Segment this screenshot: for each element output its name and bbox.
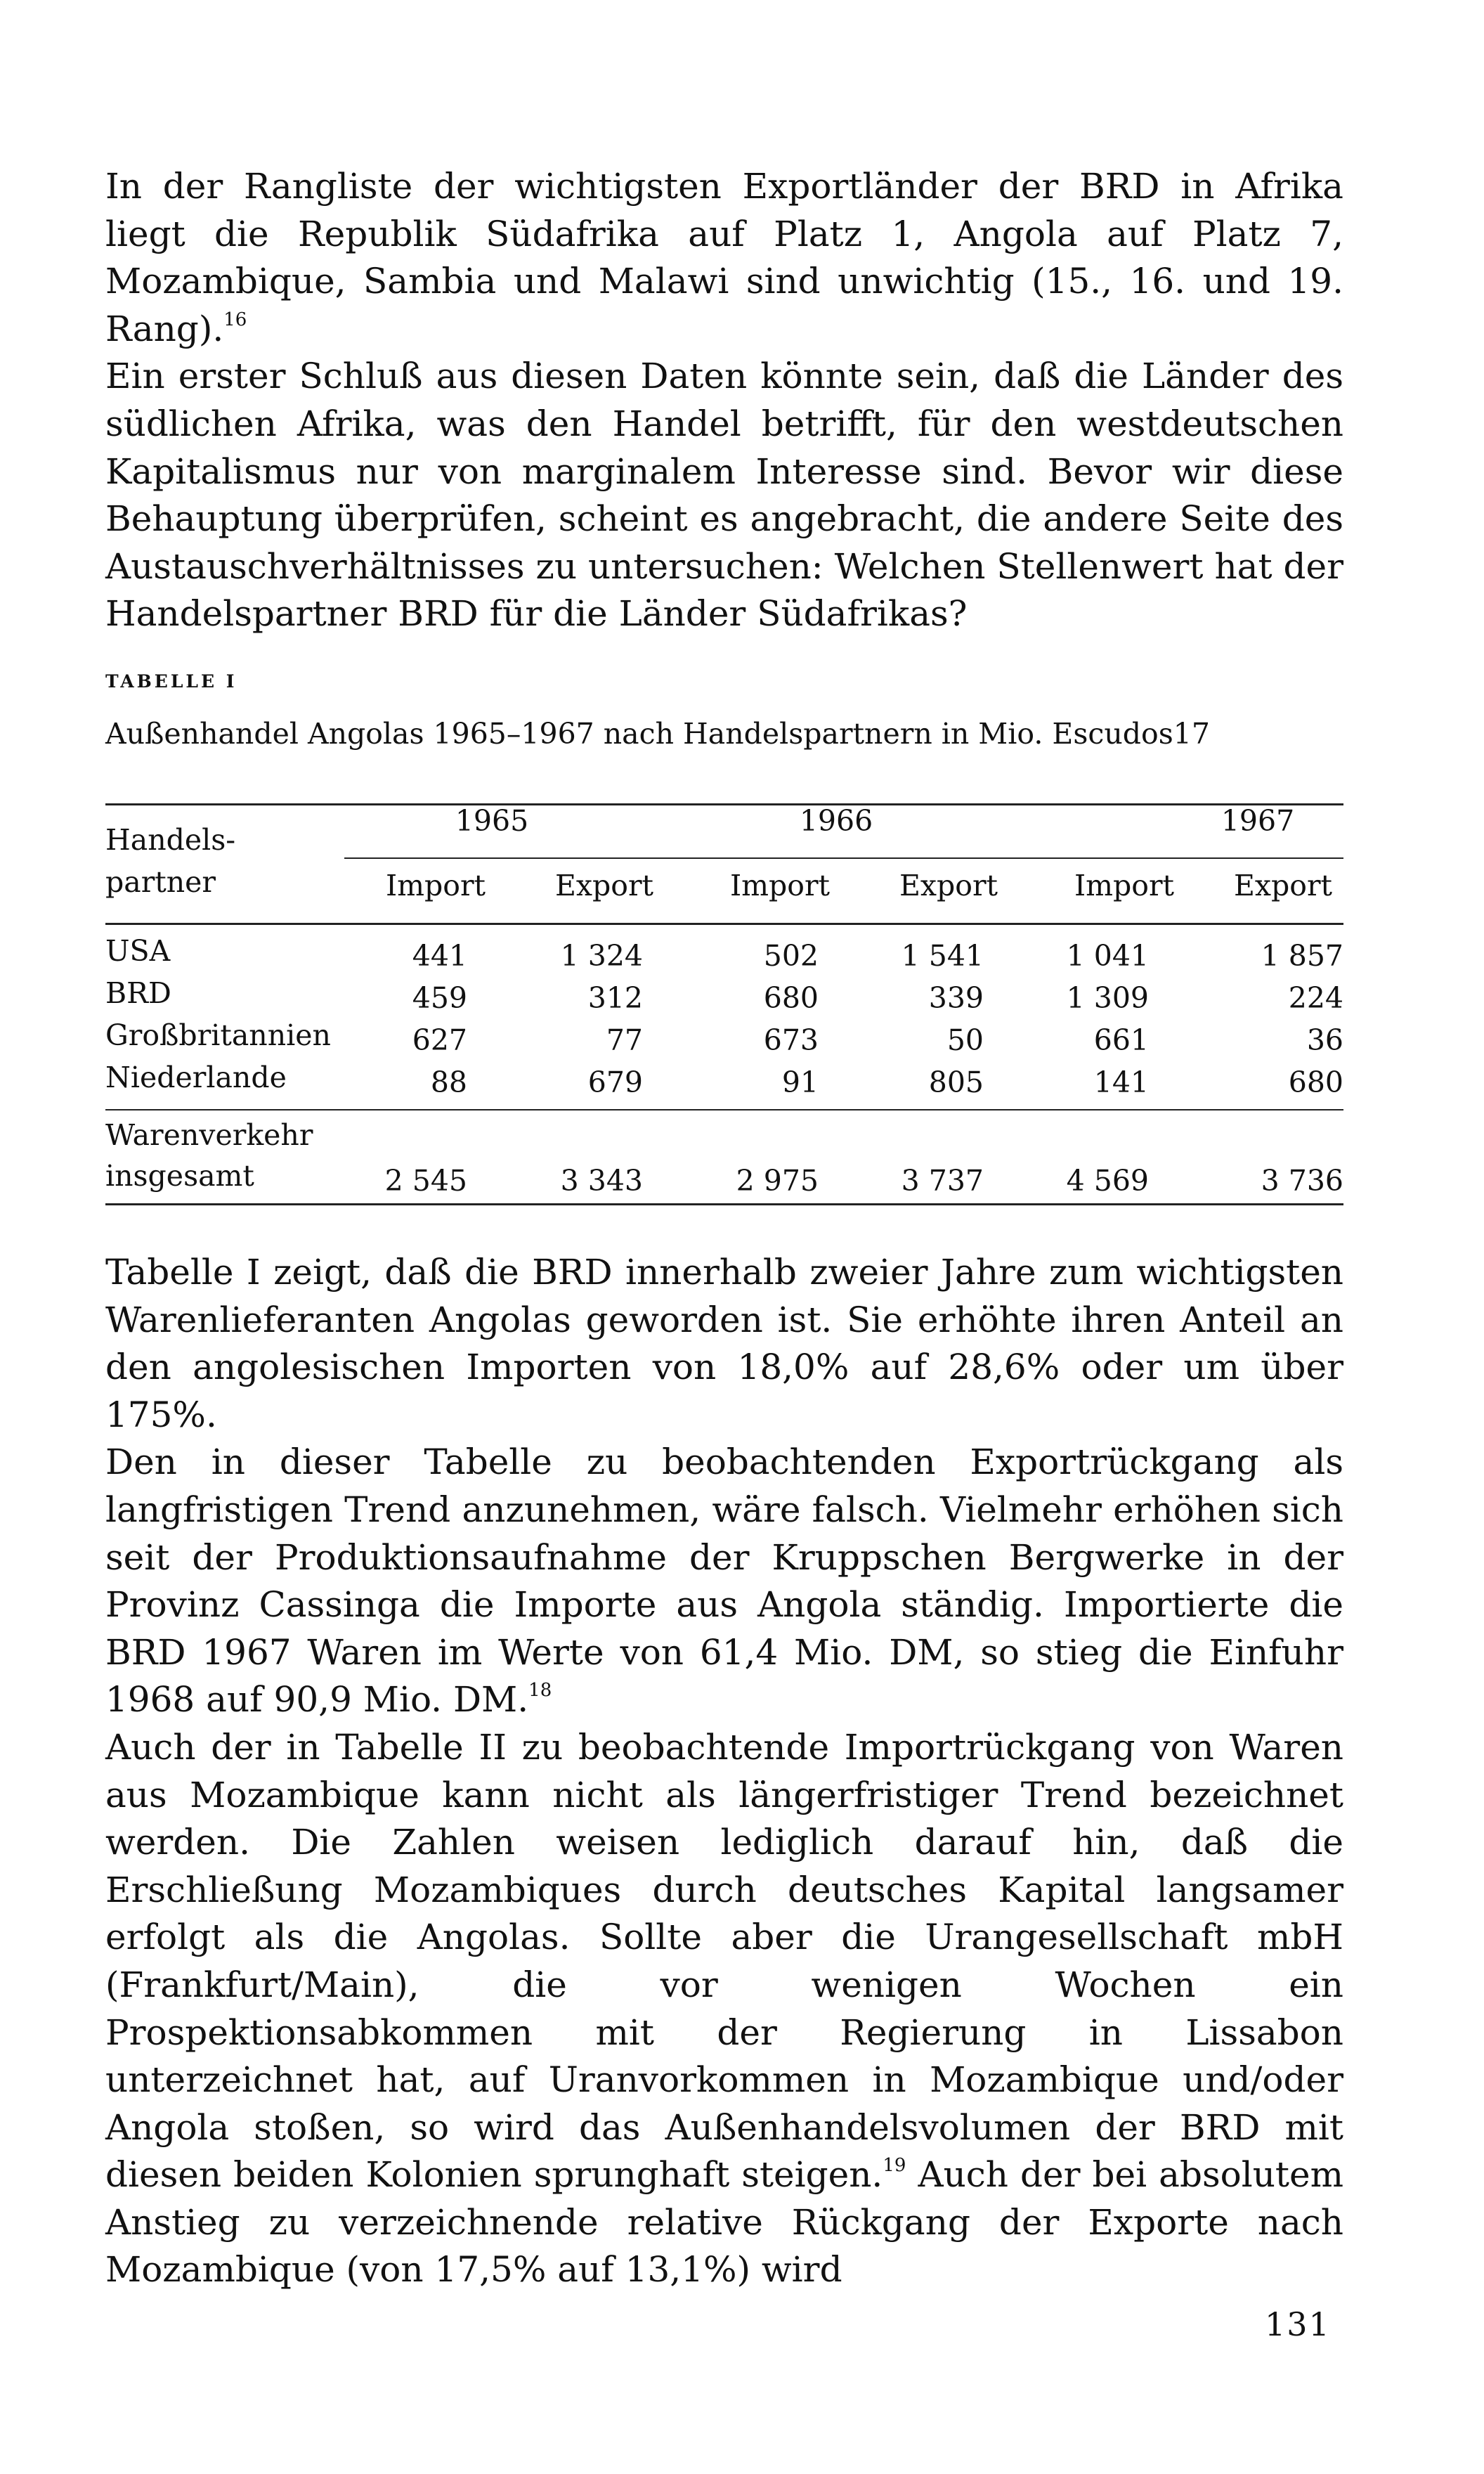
cell-value: 661 [1093,1023,1149,1057]
page-number: 131 [1265,2305,1331,2343]
cell-value: 36 [1306,1023,1343,1057]
cell-value: 680 [1288,1066,1343,1099]
cell-value: 3 736 [1261,1164,1343,1198]
total-label: Warenverkehr [105,1118,313,1152]
partner-header: partner [105,865,216,899]
cell-value: 3 737 [901,1164,984,1198]
cell-value: 680 [763,981,819,1015]
table-bottom-rule [105,1203,1343,1205]
paragraph: Tabelle I zeigt, daß die BRD innerhalb zweier Jahre zum wichtigsten Warenlieferanten Angolas geworden ist. Sie erhöhte ihren Anteil an den angolesischen Importen von 18,0% auf 28,6% oder um über 175%. [105,1252,1343,1435]
year-1966: 1966 [799,804,873,838]
total-label: insgesamt [105,1159,254,1193]
cell-value: 502 [763,939,819,973]
column-header: Export [899,869,998,902]
paragraph: Ein erster Schluß aus diesen Daten könnte sein, daß die Länder des südlichen Afrika, was den Handel betrifft, für den westdeutschen Kapitalismus nur von marginalem Interesse sind. Bevor wir diese Behauptung überprüfen, scheint es angebracht, die andere Seite des Austauschverhältnisses zu untersuchen: Welchen Stellenwert hat der Handelspartner BRD für die Länder Südafrikas? [105,356,1343,635]
footnote-marker: 16 [223,309,247,330]
table-top-rule [105,803,1343,805]
partner-header: Handels- [105,823,236,857]
cell-value: 4 569 [1066,1164,1149,1198]
cell-value: 1 041 [1066,939,1149,973]
table-label: TABELLE I [105,671,237,692]
cell-value: 459 [412,981,467,1015]
year-rule [344,857,1343,859]
cell-value: 673 [763,1023,819,1057]
table-caption: Außenhandel Angolas 1965–1967 nach Handelspartnern in Mio. Escudos17 [105,717,1210,751]
cell-value: 339 [928,981,984,1015]
row-partner: BRD [105,976,171,1010]
cell-value: 2 975 [736,1164,819,1198]
cell-value: 3 343 [560,1164,643,1198]
column-header: Export [1233,869,1333,902]
cell-value: 141 [1093,1066,1149,1099]
row-partner: Niederlande [105,1061,287,1094]
cell-value: 91 [781,1066,819,1099]
cell-value: 679 [587,1066,643,1099]
row-partner: USA [105,934,171,968]
cell-value: 88 [430,1066,467,1099]
cell-value: 1 541 [901,939,984,973]
cell-value: 312 [587,981,643,1015]
year-1967: 1967 [1221,804,1295,838]
column-header: Import [1074,869,1175,902]
footnote-marker: 19 [883,2155,906,2177]
row-partner: Großbritannien [105,1018,331,1052]
body-rule [105,1109,1343,1110]
paragraph: Auch der in Tabelle II zu beobachtende Importrückgang von Waren aus Mozambique kann nicht als längerfristiger Trend bezeichnet werden. Die Zahlen weisen lediglich darauf hin, daß die Erschließung Mozambiques durch deutsches Kapital langsamer erfolgt als die Angolas. Sollte aber die Urangesellschaft mbH (Frankfurt/Main), die vor wenigen Wochen ein Prospektionsabkommen mit der Regierung in Lissabon unterzeichnet hat, auf Uranvorkommen in Mozambique und/oder Angola stoßen, so wird das Außenhandelsvolumen der BRD mit diesen beiden Kolonien sprunghaft steigen.$^{19}$ Auch der bei absolutem Anstieg zu verzeichnende relative Rückgang der Exporte nach Mozambique (von 17,5% auf 13,1%) wird [105,1726,1344,2291]
cell-value: 1 324 [560,939,643,973]
cell-value: 441 [412,939,467,973]
footnote-marker: 18 [528,1680,552,1702]
cell-value: 77 [606,1023,643,1057]
bottom-body-text [105,1249,1343,2294]
cell-value: 224 [1288,981,1343,1015]
column-header: Export [554,869,654,902]
paragraph: In der Rangliste der wichtigsten Exportländer der BRD in Afrika liegt die Republik Südafrika auf Platz 1, Angola auf Platz 7, Mozambique, Sambia und Malawi sind unwichtig (15., 16. und 19. Rang).$^{16}$ [105,166,1343,349]
cell-value: 627 [412,1023,467,1057]
cell-value: 1 309 [1066,981,1149,1015]
header-rule [105,923,1343,925]
year-1965: 1965 [455,804,529,838]
column-header: Import [385,869,486,902]
cell-value: 50 [946,1023,984,1057]
column-header: Import [729,869,831,902]
cell-value: 1 857 [1261,939,1343,973]
cell-value: 805 [928,1066,984,1099]
paragraph: Den in dieser Tabelle zu beobachtenden Exportrückgang als langfristigen Trend anzunehmen, wäre falsch. Vielmehr erhöhen sich seit der Produktionsaufnahme der Kruppschen Bergwerke in der Provinz Cassinga die Importe aus Angola ständig. Importierte die BRD 1967 Waren im Werte von 61,4 Mio. DM, so stieg die Einfuhr 1968 auf 90,9 Mio. DM.$^{18}$ [105,1442,1343,1721]
cell-value: 2 545 [384,1164,467,1198]
top-body-text [105,163,1343,638]
